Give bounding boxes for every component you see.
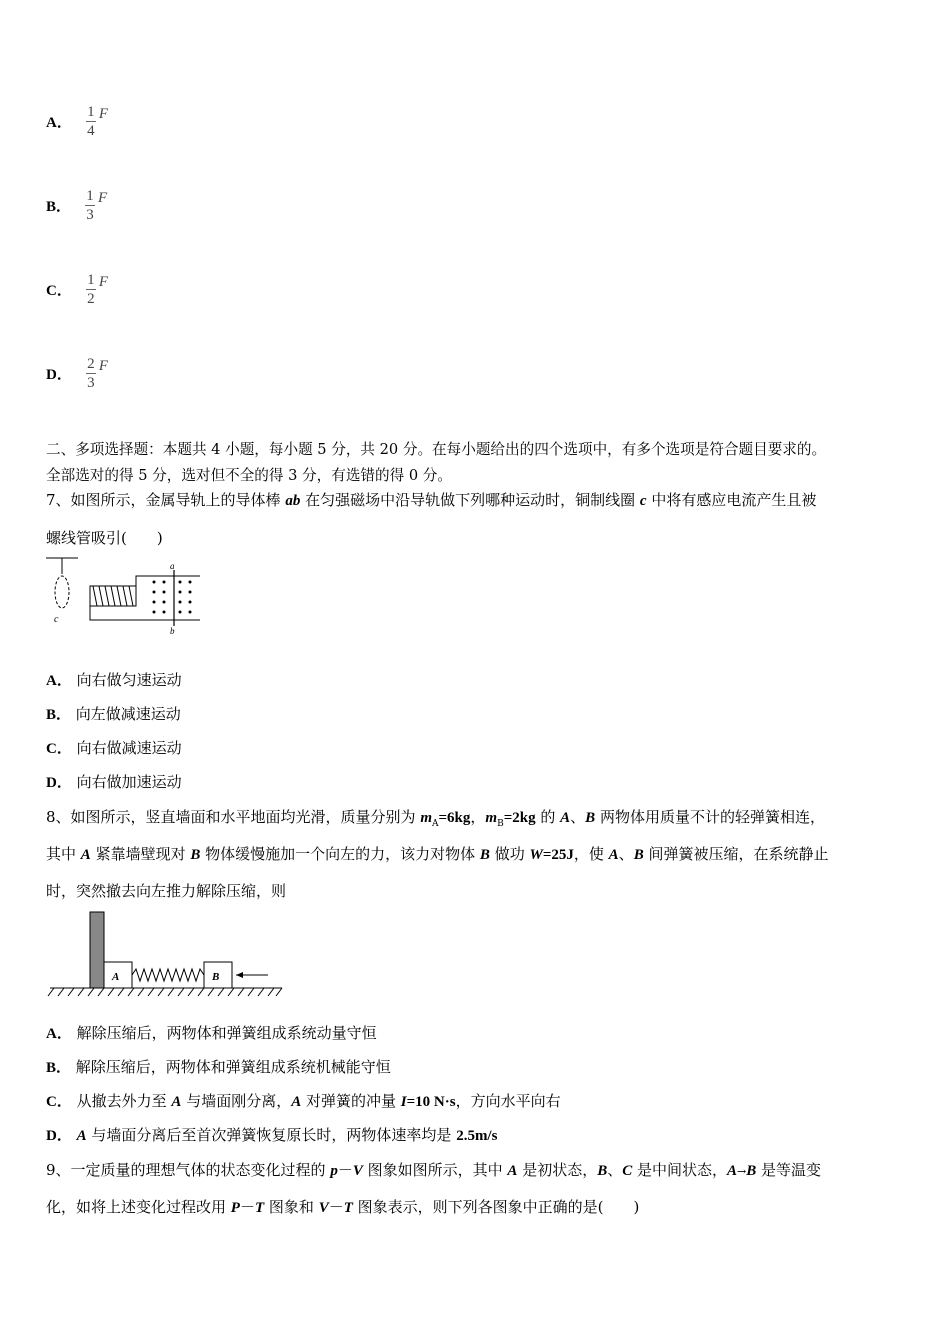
option-label: C． — [46, 283, 72, 299]
q8-stem-line2: 其中 A 紧靠墙壁现对 B 物体缓慢施加一个向左的力，该力对物体 B 做功 W=25J，使 A、B 间弹簧被压缩，在系统静止 — [46, 845, 829, 863]
label-b: b — [170, 626, 175, 636]
label-a: a — [170, 561, 175, 571]
q8-option-b[interactable]: B． 解除压缩后，两物体和弹簧组成系统机械能守恒 — [46, 1058, 391, 1076]
q7-option-c[interactable]: C． 向右做减速运动 — [46, 739, 182, 757]
q7-option-b[interactable]: B． 向左做减速运动 — [46, 705, 181, 723]
fraction: $\frac{1}{2}$ — [87, 272, 95, 307]
section-instruction: 全部选对的得 5 分，选对但不全的得 3 分，有选错的得 0 分。 — [46, 467, 452, 484]
q8-option-a[interactable]: A． 解除压缩后，两物体和弹簧组成系统动量守恒 — [46, 1024, 377, 1042]
fraction-variable: F — [98, 190, 108, 206]
fraction: $\frac{1}{3}$ — [86, 188, 94, 223]
q7-option-d[interactable]: D． 向右做加速运动 — [46, 773, 182, 791]
q7-figure — [44, 556, 204, 636]
option-b[interactable] — [46, 188, 107, 223]
q9-stem-line2: 化，如将上述变化过程改用 P－T 图象和 V－T 图象表示，则下列各图象中正确的是( ) — [46, 1198, 640, 1216]
fraction-variable: F — [98, 274, 109, 290]
option-label: D． — [46, 367, 72, 383]
fraction: $\frac{1}{4}$ — [87, 104, 95, 139]
fraction-variable: F — [98, 106, 109, 122]
q7-option-a[interactable]: A． 向右做匀速运动 — [46, 671, 182, 689]
q8-option-d[interactable]: D． A 与墙面分离后至首次弹簧恢复原长时，两物体速率均是 2.5m/s — [46, 1126, 498, 1144]
label-c: c — [54, 614, 59, 625]
option-label: B． — [46, 199, 72, 215]
q8-stem-line1: 8、如图所示，竖直墙面和水平地面均光滑，质量分别为 $m_A=6kg$，$m_B=2kg$ 的 A、B 两物体用质量不计的轻弹簧相连， — [46, 808, 825, 829]
q8-option-c[interactable]: C． 从撤去外力至 A 与墙面刚分离，A 对弹簧的冲量 I=10 N·s，方向水平向右 — [46, 1092, 561, 1110]
q7-stem-line1: 7、如图所示，金属导轨上的导体棒 ab 在匀强磁场中沿导轨做下列哪种运动时，铜制线圈 c 中将有感应电流产生且被 — [46, 491, 817, 509]
q8-stem-line3: 时，突然撤去向左推力解除压缩，则 — [46, 882, 287, 900]
q9-stem-line1: 9、一定质量的理想气体的状态变化过程的 p－V 图象如图所示，其中 A 是初状态，B、C 是中间状态，A→B 是等温变 — [46, 1161, 822, 1179]
option-c[interactable] — [46, 272, 108, 307]
fraction: $\frac{2}{3}$ — [87, 356, 95, 391]
block-b-label: B — [212, 971, 220, 983]
q8-figure — [46, 908, 286, 1002]
block-a-label: A — [112, 971, 120, 983]
option-a[interactable] — [46, 104, 108, 139]
section-heading: 二、多项选择题：本题共 4 小题，每小题 5 分，共 20 分。在每小题给出的四个选项中，有多个选项是符合题目要求的。 — [46, 441, 827, 458]
option-d[interactable] — [46, 356, 108, 391]
option-label: A． — [46, 115, 72, 131]
fraction-variable: F — [98, 358, 109, 374]
q7-stem-line2: 螺线管吸引( ) — [46, 529, 163, 547]
